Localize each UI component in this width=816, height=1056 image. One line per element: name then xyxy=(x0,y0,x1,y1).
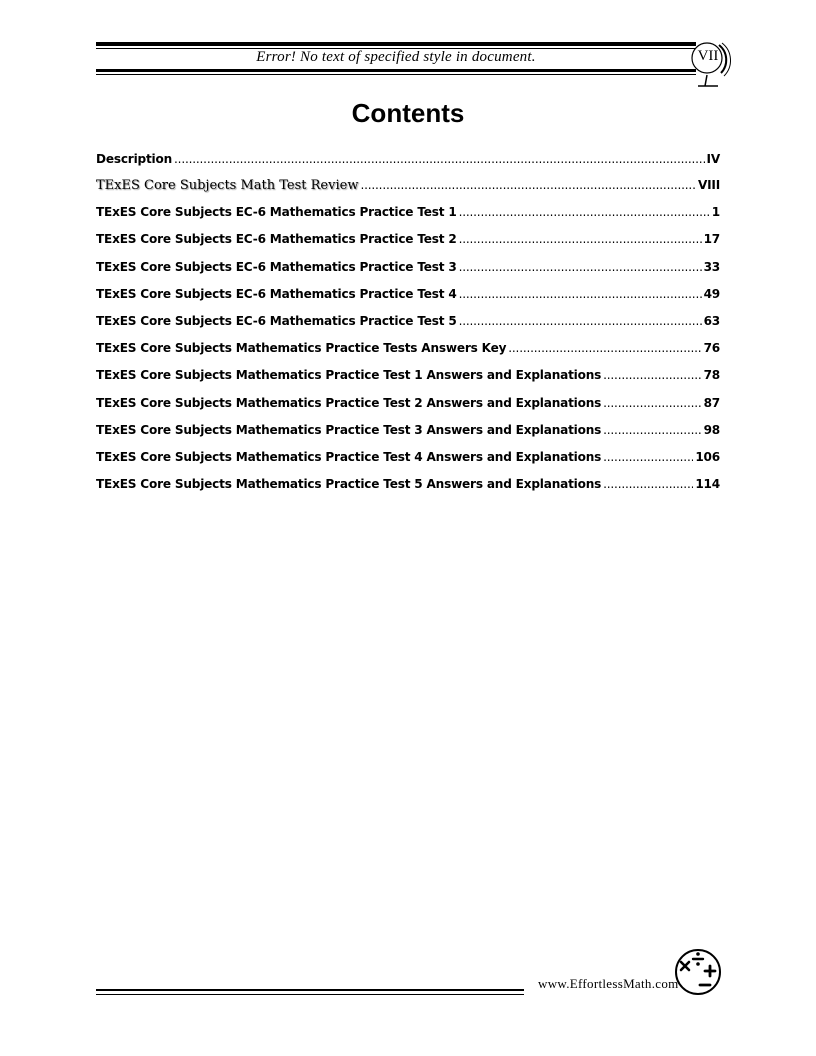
toc-entry-page: 1 xyxy=(711,205,720,220)
toc-entry-text: TExES Core Subjects EC-6 Mathematics Practice Test 4 xyxy=(96,286,457,301)
toc-leader-dots xyxy=(603,393,701,413)
footer-rule-thin xyxy=(96,994,524,995)
toc-entry-text: TExES Core Subjects EC-6 Mathematics Practice Test 3 xyxy=(96,259,457,274)
footer-url: www.EffortlessMath.com xyxy=(538,976,679,991)
toc-entry-page: 17 xyxy=(703,232,720,247)
toc-entry-practice-test-5[interactable] xyxy=(96,311,720,338)
toc-leader-dots xyxy=(603,447,693,467)
toc-entry-answers-key[interactable] xyxy=(96,338,720,365)
page-number: VII xyxy=(697,48,719,64)
page-title: Contents xyxy=(351,98,465,128)
toc-entry-text: TExES Core Subjects EC-6 Mathematics Practice Test 5 xyxy=(96,313,457,328)
toc-entry-practice-test-4[interactable] xyxy=(96,284,720,311)
toc-leader-dots xyxy=(174,149,705,169)
toc-leader-dots xyxy=(603,474,693,494)
toc-leader-dots xyxy=(459,229,702,249)
toc-entry-description[interactable] xyxy=(96,149,720,175)
toc-entry-page: 33 xyxy=(703,259,720,274)
toc-entry-page: 78 xyxy=(703,368,720,383)
toc-leader-dots xyxy=(459,284,702,304)
toc-entry-text: TExES Core Subjects Mathematics Practice Test 2 Answers and Explanations xyxy=(96,395,602,410)
toc-entry-page: 114 xyxy=(695,477,720,492)
toc-leader-dots xyxy=(603,420,701,440)
toc-entry-text: TExES Core Subjects Mathematics Practice Test 3 Answers and Explanations xyxy=(96,422,602,437)
toc-entry-page: 63 xyxy=(703,313,720,328)
toc-leader-dots xyxy=(459,257,702,277)
toc-leader-dots xyxy=(603,365,701,385)
toc-leader-dots xyxy=(360,175,695,195)
toc-entry-practice-test-1[interactable] xyxy=(96,202,720,229)
toc-entry-text: Description xyxy=(96,152,173,166)
page-header xyxy=(96,42,736,88)
toc-entry-test-1-answers[interactable] xyxy=(96,365,720,392)
toc-leader-dots xyxy=(508,338,701,358)
toc-entry-math-test-review[interactable] xyxy=(96,175,720,202)
math-operators-logo-icon xyxy=(672,944,724,996)
header-rule-bottom xyxy=(96,69,696,72)
toc-entry-test-5-answers[interactable] xyxy=(96,474,720,501)
header-rule-top xyxy=(96,42,696,46)
header-rule-bottom-thin xyxy=(96,74,696,75)
table-of-contents xyxy=(96,149,720,501)
running-title: Error! No text of specified style in document. xyxy=(256,49,536,65)
toc-entry-page: 106 xyxy=(695,449,720,464)
toc-entry-page: 87 xyxy=(703,395,720,410)
toc-entry-page: 49 xyxy=(703,286,720,301)
toc-entry-test-2-answers[interactable] xyxy=(96,393,720,420)
toc-entry-text: TExES Core Subjects Math Test Review xyxy=(96,178,359,193)
toc-entry-test-4-answers[interactable] xyxy=(96,447,720,474)
toc-entry-practice-test-3[interactable] xyxy=(96,257,720,284)
toc-entry-text: TExES Core Subjects EC-6 Mathematics Practice Test 2 xyxy=(96,232,457,247)
toc-entry-page: 76 xyxy=(703,341,720,356)
footer-rule xyxy=(96,989,524,991)
toc-leader-dots xyxy=(459,202,710,222)
toc-entry-text: TExES Core Subjects Mathematics Practice Test 4 Answers and Explanations xyxy=(96,449,602,464)
toc-entry-page: 98 xyxy=(703,422,720,437)
toc-entry-practice-test-2[interactable] xyxy=(96,229,720,256)
toc-entry-page: VIII xyxy=(697,178,720,192)
toc-leader-dots xyxy=(459,311,702,331)
toc-entry-text: TExES Core Subjects Mathematics Practice Test 1 Answers and Explanations xyxy=(96,368,602,383)
toc-entry-test-3-answers[interactable] xyxy=(96,420,720,447)
toc-entry-text: TExES Core Subjects Mathematics Practice Tests Answers Key xyxy=(96,341,507,356)
toc-entry-page: IV xyxy=(706,152,720,166)
toc-entry-text: TExES Core Subjects Mathematics Practice Test 5 Answers and Explanations xyxy=(96,477,602,492)
toc-entry-text: TExES Core Subjects EC-6 Mathematics Practice Test 1 xyxy=(96,205,457,220)
